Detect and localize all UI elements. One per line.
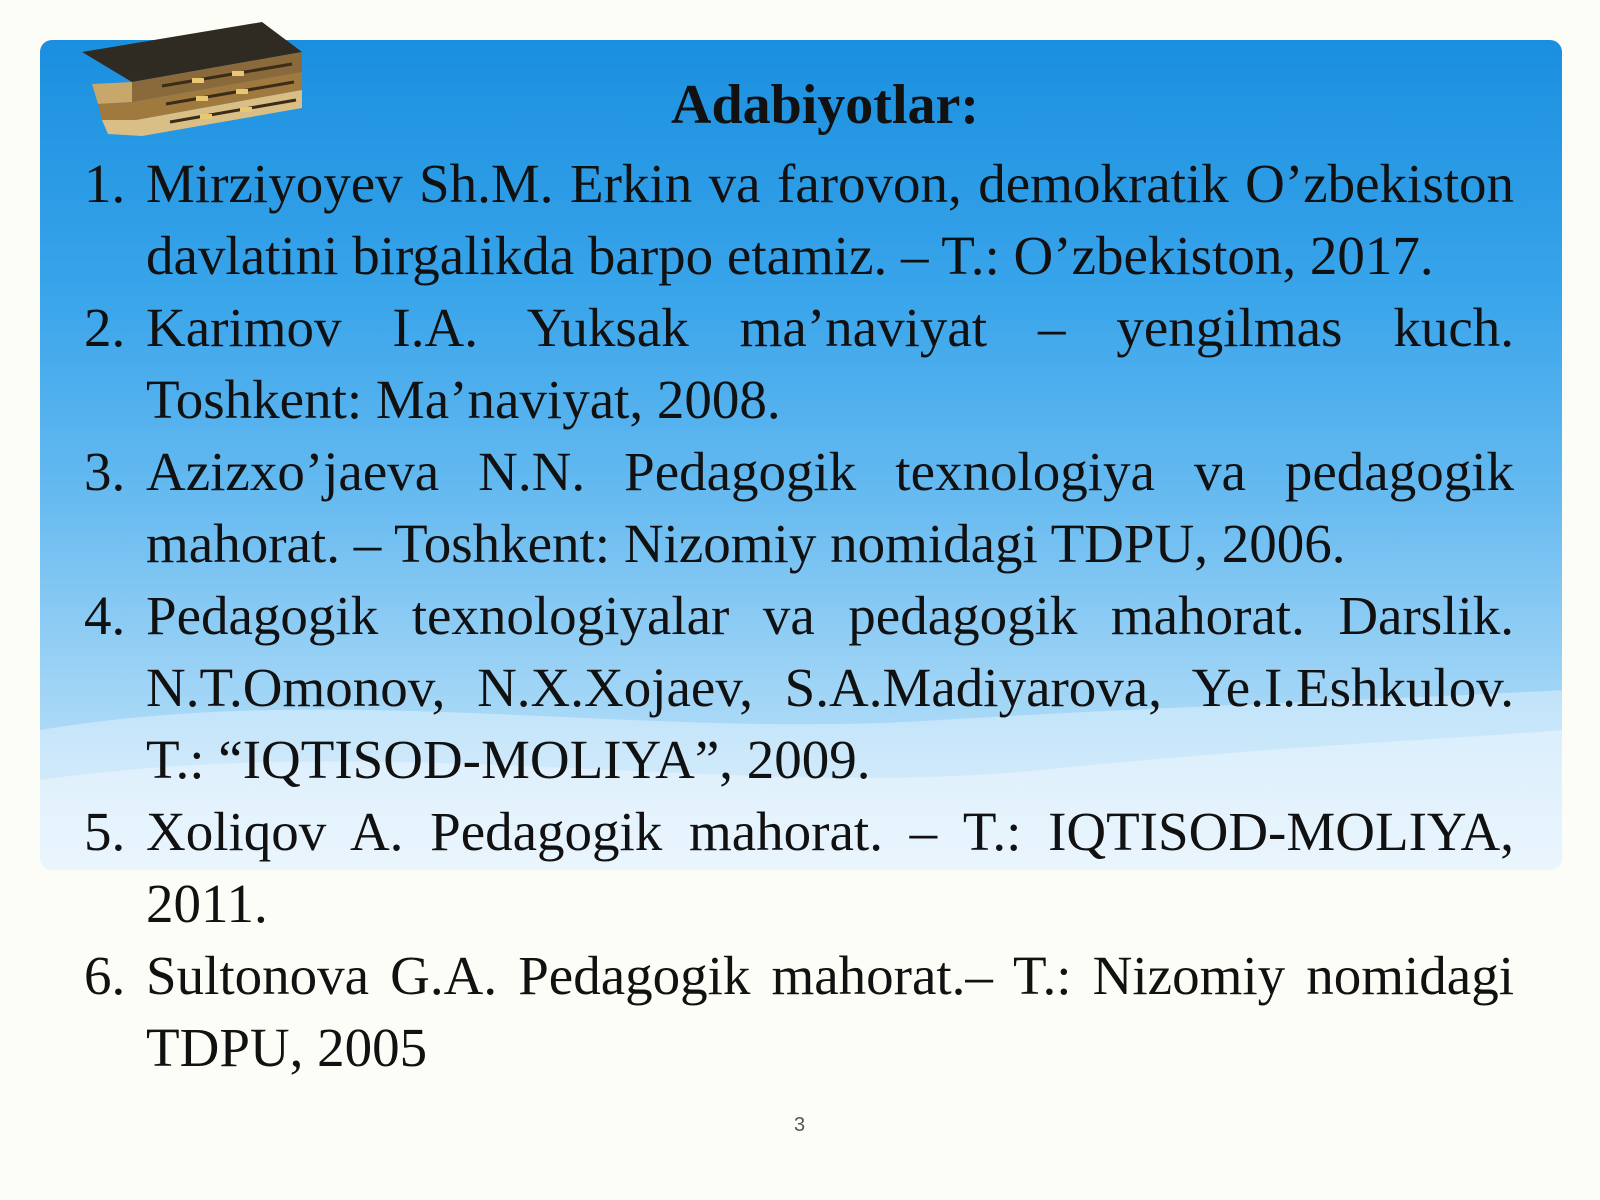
item-number: 4.	[84, 585, 126, 646]
item-number: 1.	[84, 153, 126, 214]
list-item	[84, 940, 1514, 1084]
slide-title: Adabiyotlar:	[671, 74, 979, 136]
item-text: Karimov I.A. Yuksak ma’naviyat – yengilmas kuch. Toshkent: Ma’naviyat, 2008.	[146, 297, 1514, 430]
item-text: Pedagogik texnologiyalar va pedagogik mahorat. Darslik. N.T.Omonov, N.X.Xojaev, S.A.Madiyarova, Ye.I.Eshkulov. T.: “IQTISOD-MOLIYA”, 2009.	[146, 585, 1514, 790]
page-number: 3	[794, 1114, 806, 1136]
list-item	[84, 580, 1514, 796]
item-number: 5.	[84, 801, 126, 862]
item-number: 3.	[84, 441, 126, 502]
item-text: Mirziyoyev Sh.M. Erkin va farovon, demokratik O’zbekiston davlatini birgalikda barpo etamiz. – T.: O’zbekiston, 2017.	[146, 153, 1514, 286]
item-number: 2.	[84, 297, 126, 358]
list-item	[84, 436, 1514, 580]
list-item	[84, 292, 1514, 436]
item-text: Xoliqov A. Pedagogik mahorat. – T.: IQTISOD-MOLIYA, 2011.	[146, 801, 1514, 934]
reference-list	[84, 148, 1514, 1084]
list-item	[84, 796, 1514, 940]
item-text: Sultonova G.A. Pedagogik mahorat.– T.: Nizomiy nomidagi TDPU, 2005	[146, 945, 1514, 1078]
list-item	[84, 148, 1514, 292]
item-text: Azizxo’jaeva N.N. Pedagogik texnologiya va pedagogik mahorat. – Toshkent: Nizomiy nomidagi TDPU, 2006.	[146, 441, 1514, 574]
item-number: 6.	[84, 945, 126, 1006]
